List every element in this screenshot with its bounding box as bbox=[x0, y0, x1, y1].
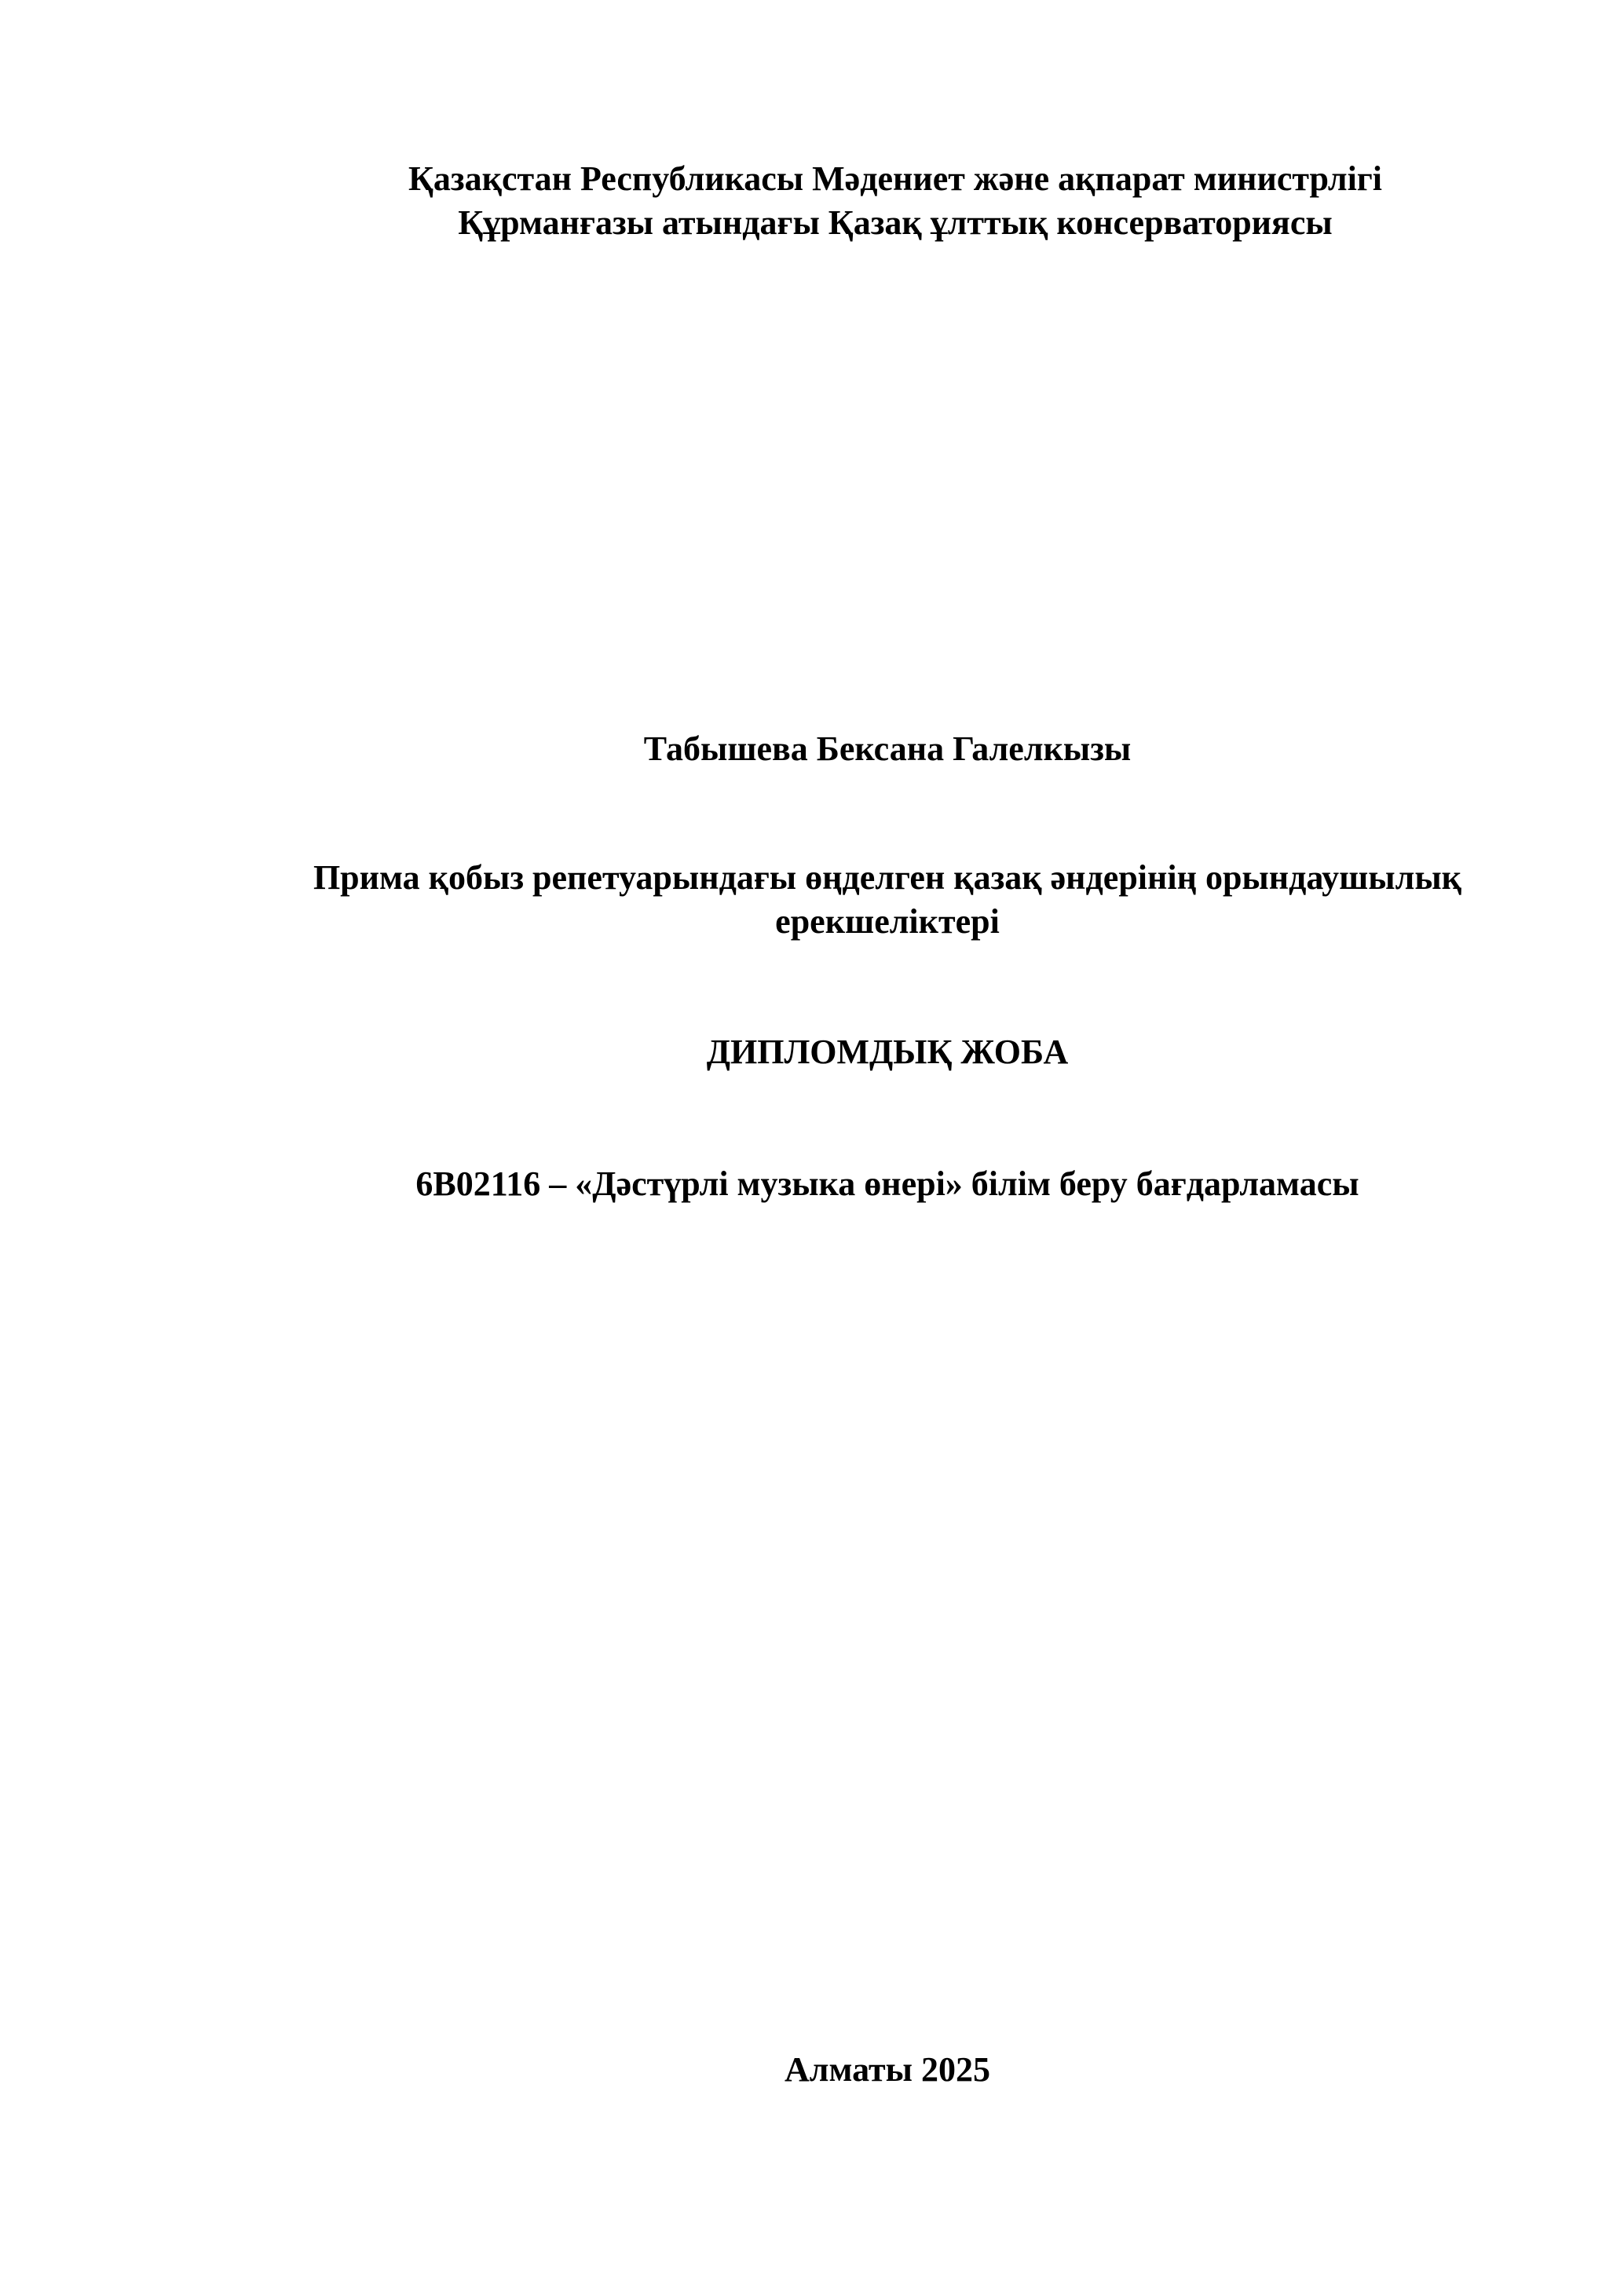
education-program: 6В02116 – «Дәстүрлі музыка өнері» білім беру бағдарламасы bbox=[415, 1164, 1359, 1203]
author-name: Табышева Бексана Галелкызы bbox=[643, 729, 1132, 768]
institution-header bbox=[353, 157, 1437, 245]
institution-name: Құрманғазы атындағы Қазақ ұлттық консерваториясы bbox=[458, 203, 1333, 242]
city-year: Алматы 2025 bbox=[785, 2050, 990, 2089]
ministry-name: Қазақстан Республикасы Мәдениет және ақпарат министрлігі bbox=[408, 159, 1382, 198]
thesis-title-line-1: Прима қобыз репетуарындағы өңделген қазақ әндерінің орындаушылық bbox=[313, 858, 1462, 897]
thesis-title-line-2: ерекшеліктері bbox=[775, 902, 1000, 941]
thesis-title bbox=[236, 856, 1539, 944]
document-type: ДИПЛОМДЫҚ ЖОБА bbox=[706, 1033, 1069, 1071]
